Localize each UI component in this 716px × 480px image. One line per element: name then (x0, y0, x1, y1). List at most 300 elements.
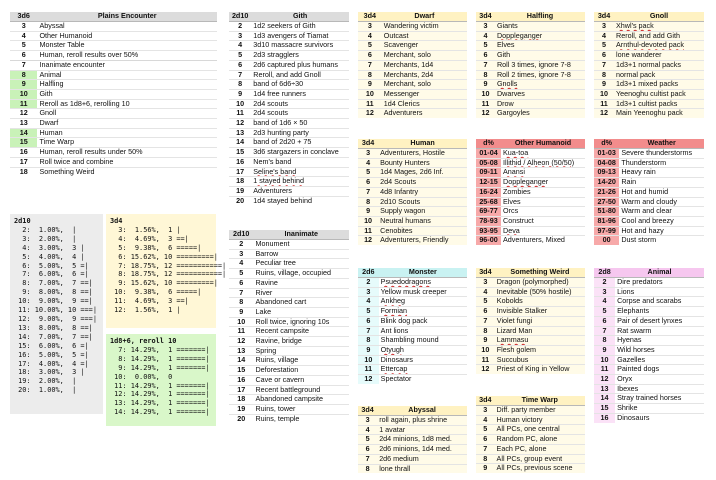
result-label: Elves (501, 197, 585, 207)
result-label: Neutral humans (378, 216, 467, 226)
table-row (229, 89, 349, 99)
table-row (476, 297, 585, 307)
table-row (10, 60, 217, 70)
result-label: Corpse and scarabs (615, 297, 704, 307)
table-row (358, 316, 467, 326)
result-label: 1d3 avengers of Tiamat (251, 31, 349, 41)
table-row (594, 216, 704, 226)
roll-value: 11 (358, 226, 378, 236)
result-label: Psuedodragons (380, 277, 432, 286)
timewarp-die-header: 3d4 (476, 396, 495, 406)
result-label: Wandering victim (382, 22, 467, 32)
table-row (476, 307, 585, 317)
result-label: All PCs, previous scene (495, 464, 585, 473)
roll-value: 11 (594, 365, 615, 375)
roll-value: 13 (229, 128, 251, 138)
table-row (476, 326, 585, 336)
result-label: Orcs (501, 207, 585, 217)
roll-value: 6 (229, 278, 253, 288)
roll-value: 13 (229, 346, 253, 356)
distribution-line: 14: 7.00%, 7 ==| (14, 332, 93, 341)
table-row (594, 345, 704, 355)
result-label: Dust storm (619, 236, 704, 245)
table-row (476, 345, 585, 355)
halfling-table (476, 12, 585, 118)
halfling-header-row (476, 12, 585, 22)
result-label: Supply wagon (378, 207, 467, 217)
weird-header-row (476, 268, 585, 278)
table-row (358, 435, 467, 445)
dist2d10-title: 2d10 (14, 217, 31, 225)
roll-value: 19 (229, 186, 251, 196)
result-label: Dinosaurs (615, 413, 704, 422)
roll-value: 8 (10, 70, 37, 80)
roll-value: 15 (10, 138, 37, 148)
roll-value: 7 (476, 60, 495, 70)
roll-value: 4 (229, 259, 253, 269)
roll-value: 14 (229, 356, 253, 366)
result-label: Pair of desert lynxes (615, 316, 704, 326)
table-row (10, 148, 217, 158)
roll-value: 8 (476, 70, 495, 80)
roll-value: 20 (229, 196, 251, 205)
distribution-line: 2: 1.00%, | (14, 225, 77, 234)
result-label: Deva (501, 226, 585, 236)
roll-value: 9 (358, 207, 378, 217)
animal-die-header: 2d8 (594, 268, 615, 278)
roll-value: 12 (358, 236, 378, 245)
roll-value: 14 (10, 128, 37, 138)
result-label: Merchants, 1d4 (382, 60, 467, 70)
table-row (229, 167, 349, 177)
table-row (594, 31, 704, 41)
table-row (358, 445, 467, 455)
result-label: normal pack (614, 70, 704, 80)
table-row (229, 375, 349, 385)
roll-value: 4 (358, 158, 378, 168)
result-label: Gith (37, 89, 217, 99)
roll-value: 6 (476, 435, 495, 445)
roll-value: 8 (358, 464, 377, 473)
result-label: Formian (379, 307, 467, 317)
table-row (358, 307, 467, 317)
result-label: Wild horses (615, 345, 704, 355)
result-label: Roll twice, ignoring 10s (253, 317, 349, 327)
result-label: 1d2 seekers of Gith (253, 21, 316, 30)
table-row (358, 22, 467, 32)
result-label: 2d6 minions, 1d4 med. (377, 445, 467, 455)
table-row (594, 326, 704, 336)
human-header-row (358, 139, 467, 149)
roll-value: 14-20 (594, 178, 619, 188)
table-row (10, 99, 217, 109)
gnoll-die-header: 3d4 (594, 12, 614, 22)
result-label: Human victory (495, 415, 585, 425)
table-row (476, 149, 585, 159)
table-row (594, 89, 704, 99)
roll-value: 8 (229, 80, 251, 90)
table-row (229, 395, 349, 405)
result-label: Oryx (615, 375, 704, 385)
result-label: Reroll, and add Gith (614, 31, 704, 41)
result-label: Roll twice and combine (37, 157, 217, 167)
table-row (10, 128, 217, 138)
roll-value: 9 (476, 336, 495, 346)
result-label: Nem's band (251, 157, 349, 167)
result-label: Reroll as 1d8+6, rerolling 10 (37, 99, 217, 109)
table-row (594, 80, 704, 90)
table-row (594, 158, 704, 168)
monster-table (358, 268, 467, 384)
result-label: River (253, 288, 349, 298)
roll-value: 09-11 (476, 168, 501, 178)
table-row (10, 138, 217, 148)
result-label: Heavy rain (619, 168, 704, 178)
result-label: Human (37, 128, 217, 138)
result-label: Gargoyles (495, 109, 585, 118)
monster-title: Monster (379, 268, 467, 278)
distribution-line: 11: 10.00%, 10 ===| (14, 306, 97, 315)
result-label: Ravine, bridge (253, 337, 349, 347)
roll-value: 3 (21, 21, 26, 30)
distribution-line: 7: 18.75%, 12 ===========| (110, 261, 227, 270)
result-label: Gazelles (615, 355, 704, 365)
roll-value: 97-99 (594, 226, 619, 236)
table-row (229, 41, 349, 51)
roll-value: 13 (594, 384, 615, 394)
result-label: Rain (619, 178, 704, 188)
roll-value: 5 (476, 297, 495, 307)
table-row (476, 287, 585, 297)
human-die-header: 3d4 (358, 139, 378, 149)
table-row (594, 197, 704, 207)
roll-value: 5 (594, 307, 615, 317)
table-row (10, 109, 217, 119)
roll-value: 18 (10, 167, 37, 176)
result-label: All PCs, one central (495, 425, 585, 435)
roll-value: 10 (229, 317, 253, 327)
roll-value: 4 (358, 31, 382, 41)
roll-value: 3 (229, 249, 253, 259)
table-row (476, 435, 585, 445)
result-label: Lake (253, 307, 349, 317)
distribution-line: 4: 4.69%, 3 ==| (110, 234, 189, 243)
weather-table (594, 139, 704, 245)
roll-value: 7 (229, 70, 251, 80)
roll-value: 12 (594, 375, 615, 385)
roll-value: 6 (358, 51, 382, 61)
result-label: Giants (495, 22, 585, 32)
table-row (594, 70, 704, 80)
result-label: 2d4 Scouts (378, 178, 467, 188)
table-row (594, 51, 704, 61)
roll-value: 16 (229, 375, 253, 385)
result-label: Anansi (501, 168, 585, 178)
result-label: Arnthul-devoted pack (614, 41, 704, 51)
table-row (358, 41, 467, 51)
roll-value: 10 (358, 355, 379, 365)
table-row (229, 196, 349, 205)
roll-value: 5 (358, 41, 382, 51)
roll-value: 12 (476, 109, 495, 118)
roll-value: 7 (229, 288, 253, 298)
roll-value: 00 (594, 236, 619, 245)
roll-value: 5 (476, 41, 495, 51)
roll-value: 04-08 (594, 158, 619, 168)
result-label: Adventurers, Mixed (501, 236, 585, 245)
roll-value: 17 (10, 157, 37, 167)
roll-value: 9 (476, 80, 495, 90)
result-label: Scavenger (382, 41, 467, 51)
table-row (358, 207, 467, 217)
roll-value: 96-00 (476, 236, 501, 245)
table-row (358, 345, 467, 355)
table-row (594, 413, 704, 422)
roll-value: 27-50 (594, 197, 619, 207)
table-row (594, 236, 704, 245)
table-row (594, 99, 704, 109)
result-label: Violet fungi (495, 316, 585, 326)
table-row (10, 70, 217, 80)
result-label: Ettercap (379, 365, 467, 375)
result-label: Human, reroll results under 50% (37, 148, 217, 158)
result-label: 1d3+1 cultist packs (614, 99, 704, 109)
roll-value: 10 (358, 216, 378, 226)
table-row (476, 22, 585, 32)
weird-die-header: 3d4 (476, 268, 495, 278)
roll-value: 7 (358, 454, 377, 464)
roll-value: 5 (358, 435, 377, 445)
result-label: Lammasu (495, 336, 585, 346)
result-label: Spectator (379, 375, 467, 384)
result-label: Dwarves (495, 89, 585, 99)
roll-value: 8 (229, 298, 253, 308)
result-label: Doppleganger (501, 178, 585, 188)
distribution-line: 5: 9.38%, 6 =====| (110, 243, 202, 252)
result-label: Thunderstorm (619, 158, 704, 168)
roll-value: 5 (358, 307, 379, 317)
result-label: Animal (37, 70, 217, 80)
distribution-line: 17: 4.00%, 4 =| (14, 359, 89, 368)
roll-value: 6 (358, 178, 378, 188)
distribution-line: 8: 7.00%, 7 ==| (14, 279, 93, 288)
roll-value: 01-03 (594, 149, 619, 159)
table-row (229, 259, 349, 269)
result-label: Diff. party member (495, 406, 585, 416)
result-label: Adventurers, Hostile (378, 149, 467, 159)
result-label: Hot and hazy (619, 226, 704, 236)
table-row (594, 187, 704, 197)
result-label: band of 2d20 + 75 (251, 138, 349, 148)
table-row (358, 109, 467, 118)
roll-value: 4 (358, 297, 379, 307)
roll-value: 18 (229, 395, 253, 405)
roll-value: 5 (229, 269, 253, 279)
result-label: Recent battleground (253, 385, 349, 395)
result-label: Kobolds (495, 297, 585, 307)
roll-value: 5 (476, 425, 495, 435)
roll-value: 3 (594, 287, 615, 297)
plains-title: Plains Encounter (37, 12, 217, 22)
table-row (594, 384, 704, 394)
roll-value: 3 (358, 22, 382, 32)
table-row (476, 109, 585, 118)
roll-value: 11 (358, 365, 379, 375)
table-row (358, 99, 467, 109)
table-row (594, 207, 704, 217)
inanimate-table (229, 230, 349, 423)
table-row (594, 297, 704, 307)
roll-value: 8 (594, 336, 615, 346)
result-label: 2d4 minions, 1d8 med. (377, 435, 467, 445)
roll-value: 3 (358, 416, 377, 426)
table-row (229, 269, 349, 279)
result-label: Dragon (polymorphed) (495, 278, 585, 288)
result-label: 1 stayed behind (251, 177, 349, 187)
result-label: Other Humanoid (37, 31, 217, 41)
result-label: Seline's band (251, 167, 349, 177)
result-label: Gnolls (495, 80, 585, 90)
roll-value: 9 (229, 89, 251, 99)
table-row (358, 70, 467, 80)
result-label: Deforestation (253, 366, 349, 376)
roll-value: 12 (594, 109, 614, 118)
dist-2d10-block (10, 214, 103, 414)
distribution-line: 18: 3.00%, 3 | (14, 368, 85, 377)
distribution-line: 13: 8.00%, 8 ==| (14, 323, 93, 332)
roll-value: 8 (358, 70, 382, 80)
result-label: Construct (501, 216, 585, 226)
roll-value: 7 (594, 326, 615, 336)
roll-value: 9 (358, 345, 379, 355)
roll-value: 3 (476, 22, 495, 32)
result-label: Rat swarm (615, 326, 704, 336)
result-label: Elves (495, 41, 585, 51)
table-row (358, 89, 467, 99)
table-row (358, 425, 467, 435)
table-row (476, 216, 585, 226)
result-label: Adventurers, Friendly (378, 236, 467, 245)
table-row (229, 148, 349, 158)
roll-value: 16 (10, 148, 37, 158)
animal-title: Animal (615, 268, 704, 278)
roll-value: 4 (476, 415, 495, 425)
result-label: 1 avatar (377, 425, 467, 435)
roll-value: 12 (229, 119, 251, 129)
table-row (229, 366, 349, 376)
result-label: Spring (253, 346, 349, 356)
monster-header-row (358, 268, 467, 278)
roll-value: 6 (358, 445, 377, 455)
result-label: Ruins, village (253, 356, 349, 366)
distribution-line: 6: 15.62%, 10 =========| (110, 252, 218, 261)
table-row (10, 41, 217, 51)
weird-title: Something Weird (495, 268, 585, 278)
roll-value: 6 (229, 60, 251, 70)
roll-value: 9 (10, 80, 37, 90)
table-row (358, 464, 467, 473)
roll-value: 9 (358, 80, 382, 90)
plains-header-row (10, 12, 217, 22)
table-row (594, 41, 704, 51)
result-label: Bounty Hunters (378, 158, 467, 168)
table-row (229, 119, 349, 129)
result-label: 3d10 massacre survivors (251, 41, 349, 51)
roll-value: 8 (358, 197, 378, 207)
result-label: Random PC, alone (495, 435, 585, 445)
result-label: Illithid / Alheon (50/50) (501, 158, 585, 168)
table-row (10, 89, 217, 99)
result-label: Outcast (382, 31, 467, 41)
roll-value: 16-24 (476, 187, 501, 197)
table-row (358, 149, 467, 159)
roll-value: 10 (594, 355, 615, 365)
distribution-line: 10: 0.00%, 0 (110, 372, 173, 381)
result-label: lone thrall (377, 464, 467, 473)
table-row (229, 288, 349, 298)
result-label: Ruins, village, occupied (253, 269, 349, 279)
table-row (229, 327, 349, 337)
table-row (476, 51, 585, 61)
table-row (476, 336, 585, 346)
dwarf-title: Dwarf (382, 12, 467, 22)
roll-value: 8 (476, 326, 495, 336)
result-label: 4d8 Infantry (378, 187, 467, 197)
table-row (229, 385, 349, 395)
distribution-line: 11: 14.29%, 1 =======| (110, 381, 210, 390)
result-label: 1d3+1 normal packs (614, 60, 704, 70)
table-row (229, 346, 349, 356)
distribution-line: 7: 14.29%, 1 =======| (110, 345, 210, 354)
roll-value: 6 (358, 316, 379, 326)
distribution-line: 16: 5.00%, 5 =| (14, 350, 89, 359)
table-row (594, 316, 704, 326)
inanimate-die-header: 2d10 (229, 230, 253, 240)
result-label: Barrow (253, 249, 349, 259)
roll-value: 16 (229, 157, 251, 167)
table-row (358, 80, 467, 90)
gith-header-row (229, 12, 349, 22)
animal-header-row (594, 268, 704, 278)
table-row (594, 355, 704, 365)
abyssal-title: Abyssal (377, 406, 467, 416)
table-row (476, 464, 585, 473)
result-label: Time Warp (37, 138, 217, 148)
result-label: Adventurers (251, 186, 349, 196)
table-row (476, 168, 585, 178)
table-row (476, 406, 585, 416)
result-label: 2d10 Scouts (378, 197, 467, 207)
table-row (10, 119, 217, 129)
result-label: Hyenas (615, 336, 704, 346)
roll-value: 15 (229, 148, 251, 158)
table-row (358, 178, 467, 188)
table-row (358, 158, 467, 168)
roll-value: 12 (10, 109, 37, 119)
result-label: Roll 2 times, ignore 7-8 (495, 70, 585, 80)
table-row (594, 149, 704, 159)
roll-value: 10 (229, 99, 251, 109)
result-label: Priest of King in Yellow (495, 365, 585, 374)
abyssal-die-header: 3d4 (358, 406, 377, 416)
distribution-line: 19: 2.00%, | (14, 377, 77, 386)
result-label: Something Weird (37, 167, 217, 176)
roll-value: 78-93 (476, 216, 501, 226)
roll-value: 5 (10, 41, 37, 51)
table-row (476, 89, 585, 99)
result-label: Merchant, solo (382, 80, 467, 90)
distribution-line: 9: 14.29%, 1 =======| (110, 363, 210, 372)
